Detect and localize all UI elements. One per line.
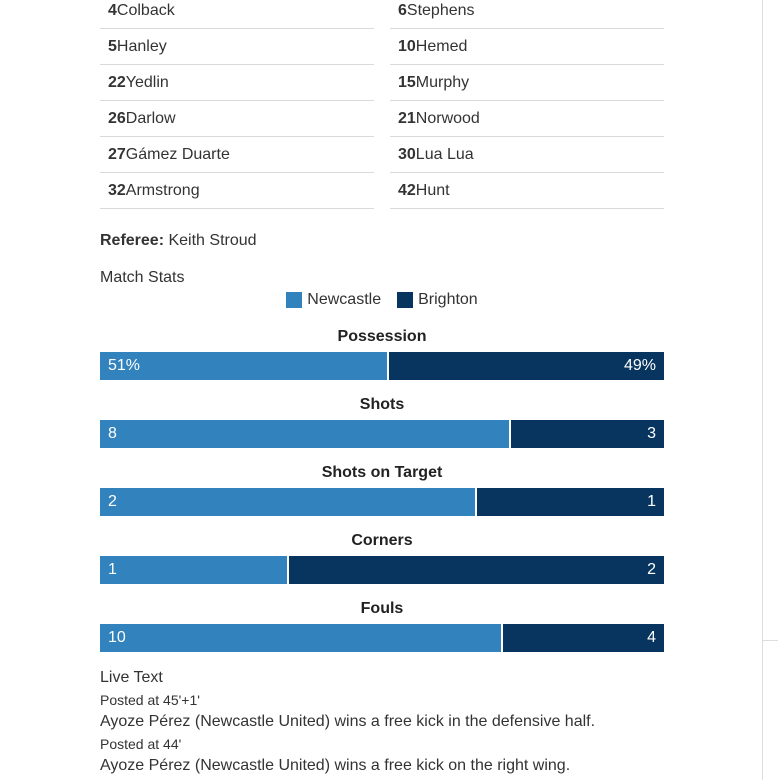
- stat-value-home: 8: [108, 425, 117, 442]
- stat-bar: [100, 420, 664, 448]
- legend-swatch-away: [397, 292, 413, 308]
- player-name: Murphy: [415, 74, 470, 91]
- stat-value-home: 2: [108, 493, 117, 510]
- stat-value-away: 1: [647, 493, 656, 510]
- substitutes-row: [100, 173, 664, 209]
- away-substitute: [390, 173, 664, 209]
- player-number: 22: [108, 74, 126, 91]
- player-name: Colback: [116, 2, 175, 19]
- substitutes-row: [100, 29, 664, 65]
- substitutes-list: [100, 0, 664, 209]
- player-name: Darlow: [125, 110, 176, 127]
- player-name: Hunt: [415, 182, 450, 199]
- player-number: 5: [108, 38, 117, 55]
- stat-block: [100, 598, 664, 666]
- legend-item-away: [397, 291, 478, 309]
- away-substitute: [390, 137, 664, 173]
- stat-bar: [100, 352, 664, 380]
- substitutes-row: [100, 65, 664, 101]
- stat-bar-away-segment: [389, 352, 664, 380]
- home-substitute: [100, 137, 374, 173]
- referee-label: Referee:: [100, 232, 165, 249]
- home-substitute: [100, 65, 374, 101]
- player-name: Armstrong: [125, 182, 200, 199]
- live-text-entry: Ayoze Pérez (Newcastle United) wins a free kick in the defensive half.: [100, 713, 596, 730]
- home-substitute: [100, 29, 374, 65]
- away-substitute: [390, 65, 664, 101]
- stat-label: Fouls: [360, 600, 404, 617]
- stat-value-home: 10: [108, 629, 126, 646]
- stat-bar-away-segment: [511, 420, 664, 448]
- substitutes-row: [100, 0, 664, 29]
- player-number: 6: [398, 2, 407, 19]
- player-number: 15: [398, 74, 416, 91]
- stat-bar-away-segment: [289, 556, 664, 584]
- player-name: Hanley: [116, 38, 167, 55]
- live-text-entry: Ayoze Pérez (Newcastle United) wins a free kick on the right wing.: [100, 757, 571, 774]
- stat-label: Corners: [351, 532, 413, 549]
- stat-label: Shots: [359, 396, 405, 413]
- player-number: 27: [108, 146, 126, 163]
- legend-label-away: Brighton: [418, 291, 478, 308]
- stat-value-home: 51%: [108, 357, 141, 374]
- stat-bar: [100, 624, 664, 652]
- player-name: Hemed: [415, 38, 468, 55]
- post-time: Posted at 45'+1': [100, 692, 200, 708]
- stat-value-home: 1: [108, 561, 117, 578]
- away-substitute: [390, 0, 664, 29]
- stat-bar-away-segment: [477, 488, 664, 516]
- player-number: 21: [398, 110, 416, 127]
- stat-block: [100, 394, 664, 462]
- stat-bar-away-segment: [503, 624, 664, 652]
- stat-label: Possession: [337, 328, 427, 345]
- scrollbar-track-divider: [762, 0, 763, 780]
- stat-value-away: 2: [647, 561, 656, 578]
- stat-bar: [100, 556, 664, 584]
- stat-block: [100, 462, 664, 530]
- player-name: Lua Lua: [415, 146, 474, 163]
- stat-bar-home-segment: [100, 556, 287, 584]
- stats-legend: [0, 291, 764, 309]
- home-substitute: [100, 173, 374, 209]
- player-name: Yedlin: [125, 74, 169, 91]
- stat-label: Shots on Target: [321, 464, 443, 481]
- home-substitute: [100, 0, 374, 29]
- stat-bar-home-segment: [100, 488, 475, 516]
- home-substitute: [100, 101, 374, 137]
- player-name: Gámez Duarte: [125, 146, 230, 163]
- stat-bar-home-segment: [100, 352, 387, 380]
- stat-value-away: 4: [647, 629, 656, 646]
- player-number: 30: [398, 146, 416, 163]
- stat-bar-home-segment: [100, 624, 501, 652]
- live-text-section: [100, 669, 595, 775]
- stat-value-away: 49%: [623, 357, 656, 374]
- player-number: 42: [398, 182, 416, 199]
- stat-bar-home-segment: [100, 420, 509, 448]
- away-substitute: [390, 101, 664, 137]
- match-stats-chart: [100, 326, 664, 666]
- player-number: 4: [108, 2, 117, 19]
- player-name: Stephens: [406, 2, 475, 19]
- stat-bar: [100, 488, 664, 516]
- legend-swatch-home: [286, 292, 302, 308]
- substitutes-row: [100, 101, 664, 137]
- legend-item-home: [286, 291, 381, 309]
- player-number: 32: [108, 182, 126, 199]
- legend-label-home: Newcastle: [307, 291, 382, 308]
- player-number: 10: [398, 38, 416, 55]
- substitutes-row: [100, 137, 664, 173]
- stat-block: [100, 326, 664, 394]
- player-number: 26: [108, 110, 126, 127]
- post-time: Posted at 44': [100, 736, 182, 752]
- referee-name: Keith Stroud: [168, 232, 257, 249]
- player-name: Norwood: [415, 110, 480, 127]
- match-stats-title: Match Stats: [100, 269, 185, 286]
- scrollbar-tick-divider: [762, 640, 778, 641]
- live-text-title: Live Text: [100, 669, 163, 686]
- away-substitute: [390, 29, 664, 65]
- referee-line: [100, 232, 257, 250]
- stat-block: [100, 530, 664, 598]
- stat-value-away: 3: [647, 425, 656, 442]
